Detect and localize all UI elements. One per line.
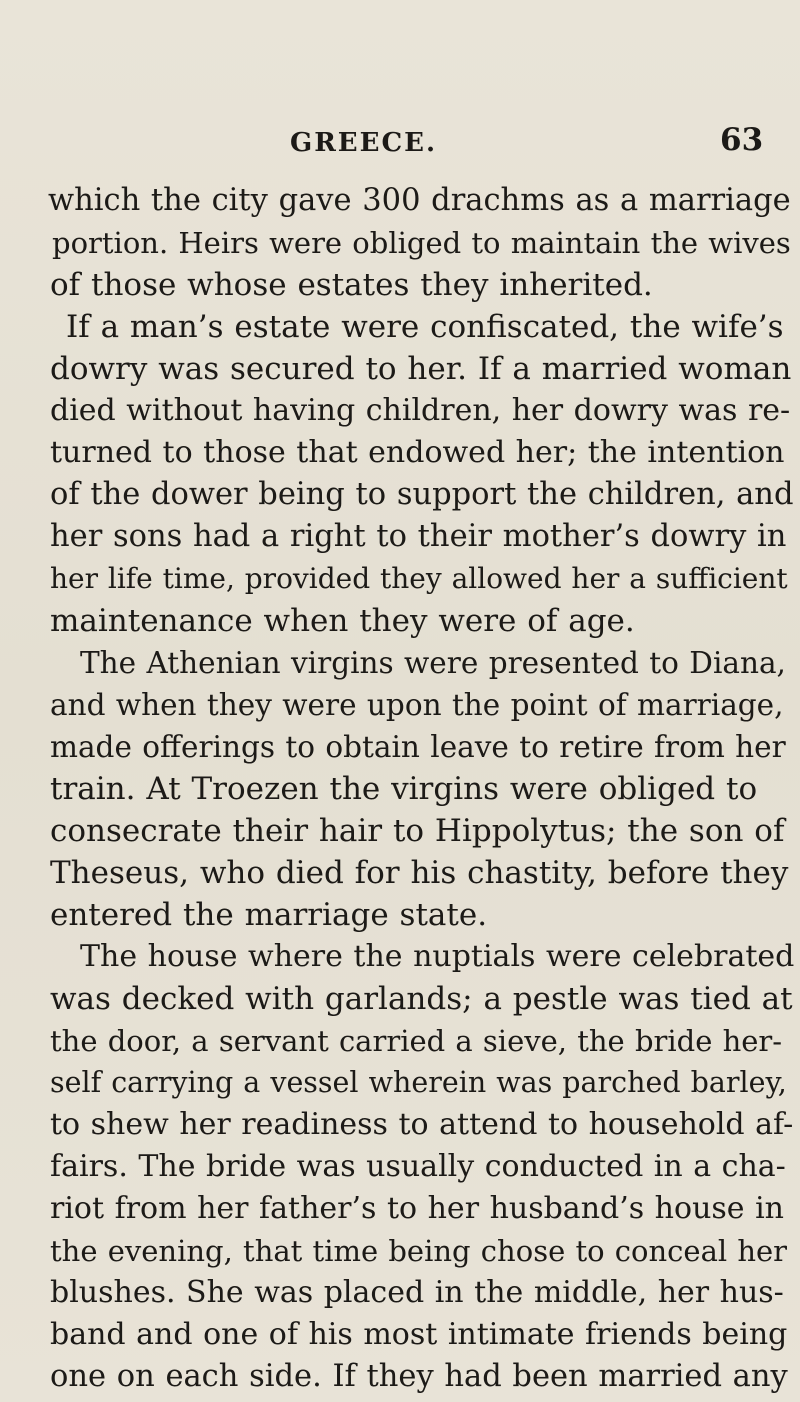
text-line-21: the door, a servant carried a sieve, the bride her-: [50, 1024, 783, 1058]
text-line-3: of those whose estates they inherited.: [50, 267, 653, 303]
text-line-14: made offerings to obtain leave to retire from her: [50, 730, 786, 764]
running-title: GREECE.: [290, 128, 438, 158]
text-line-2: portion. Heirs were obliged to maintain the wives: [52, 226, 791, 260]
text-line-17: Theseus, who died for his chastity, before they: [50, 855, 789, 891]
text-line-24: fairs. The bride was usually conducted in a cha-: [50, 1149, 786, 1184]
text-line-7: turned to those that endowed her; the intention: [50, 435, 785, 470]
text-line-20: was decked with garlands; a pestle was tied at: [50, 981, 793, 1017]
text-line-16: consecrate their hair to Hippolytus; the son of: [50, 813, 785, 849]
text-line-28: band and one of his most intimate friends being: [50, 1317, 788, 1352]
text-line-8: of the dower being to support the children, and: [50, 477, 794, 512]
page-number: 63: [720, 122, 764, 158]
text-line-11: maintenance when they were of age.: [50, 603, 635, 639]
text-line-29: one on each side. If they had been married any: [50, 1359, 788, 1394]
text-line-25: riot from her father’s to her husband’s house in: [50, 1191, 784, 1226]
page-header: [0, 122, 800, 168]
text-line-27: blushes. She was placed in the middle, her hus-: [50, 1275, 784, 1310]
text-line-10: her life time, provided they allowed her a sufficient: [50, 562, 788, 595]
text-line-5: dowry was secured to her. If a married woman: [50, 351, 792, 387]
text-line-19: The house where the nuptials were celebrated: [80, 939, 795, 974]
text-line-1: which the city gave 300 drachms as a marriage: [48, 183, 791, 218]
text-line-13: and when they were upon the point of marriage,: [50, 688, 784, 722]
text-line-23: to shew her readiness to attend to household af-: [50, 1107, 794, 1142]
text-line-22: self carrying a vessel wherein was parched barley,: [50, 1066, 787, 1099]
text-line-26: the evening, that time being chose to conceal her: [50, 1234, 788, 1268]
text-line-18: entered the marriage state.: [50, 897, 488, 933]
text-line-6: died without having children, her dowry was re-: [50, 393, 791, 428]
text-line-15: train. At Troezen the virgins were obliged to: [50, 771, 758, 807]
text-line-4: If a man’s estate were confiscated, the wife’s: [66, 309, 784, 345]
text-line-12: The Athenian virgins were presented to Diana,: [80, 646, 786, 680]
text-line-9: her sons had a right to their mother’s dowry in: [50, 519, 787, 554]
